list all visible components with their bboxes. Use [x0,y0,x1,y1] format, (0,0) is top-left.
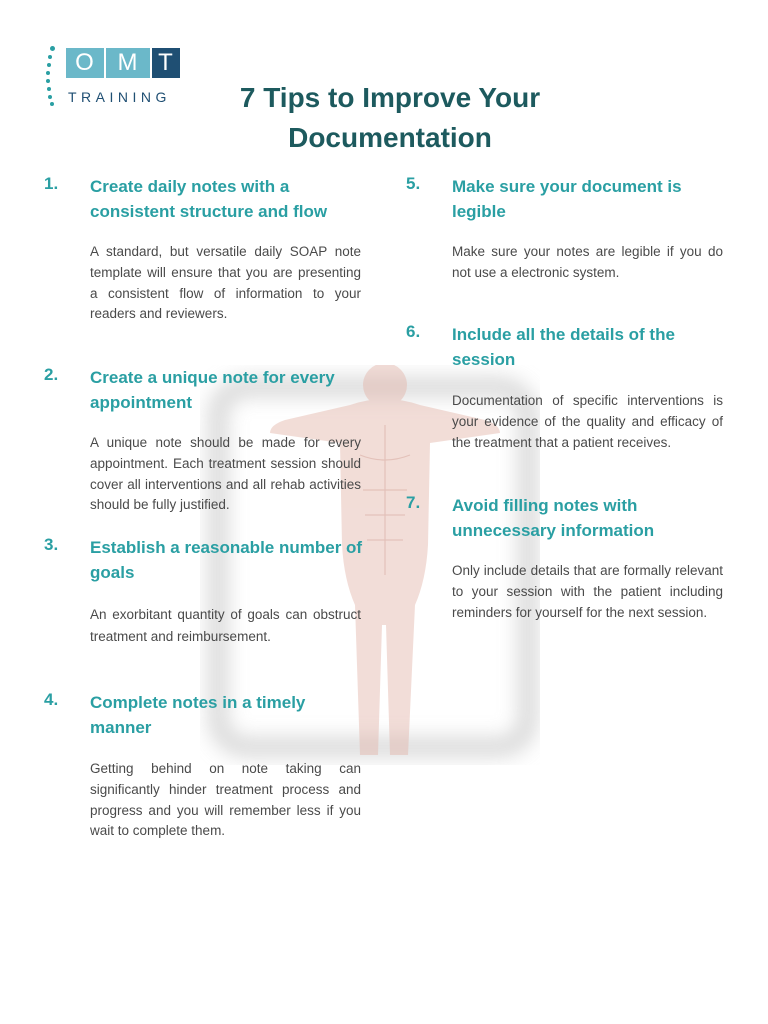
tip-body: Only include details that are formally relevant to your session with the patient including reminders for yourself for the next session. [452,563,723,620]
tip-heading: Make sure your document is legible [452,177,682,221]
tip-heading: Establish a reasonable number of goals [90,538,363,582]
tip-body: An exorbitant quantity of goals can obstruct treatment and reimbursement. [90,607,361,644]
tip-body: Documentation of specific interventions is your evidence of the quality and efficacy of the treatment that a patient receives. [452,393,723,450]
page-title-line-1: 7 Tips to Improve Your [239,82,541,113]
tip-heading: Create a unique note for every appointment [90,368,335,412]
page-title [200,78,580,158]
logo-letter-t: T [152,48,180,78]
logo-subtitle: TRAINING [68,89,171,105]
tip-body: A unique note should be made for every appointment. Each treatment session should cover all interventions and all rehab activities should be fully justified. [90,435,361,513]
logo-letter-o: O [66,48,104,78]
tip-number: 4. [44,690,59,709]
tip-heading: Include all the details of the session [452,325,675,369]
logo-letter-m: M [106,48,150,78]
tip-number: 1. [44,174,59,193]
omt-training-logo [44,44,184,110]
tip-number: 7. [406,493,421,512]
tip-number: 2. [44,365,59,384]
tip-body: A standard, but versatile daily SOAP note template will ensure that you are presenting a consistent flow of information to your readers and reviewers. [90,244,361,322]
tip-heading: Create daily notes with a consistent structure and flow [90,177,328,221]
tip-heading: Complete notes in a timely manner [90,693,306,737]
tip-body: Getting behind on note taking can significantly hinder treatment process and progress and you will remember less if you wait to complete them. [90,761,361,839]
tip-number: 5. [406,174,421,193]
tip-number: 6. [406,322,421,341]
logo-dots-icon [44,44,58,108]
tip-number: 3. [44,535,59,554]
tip-body: Make sure your notes are legible if you do not use a electronic system. [452,244,723,280]
tip-heading: Avoid filling notes with unnecessary information [452,496,655,540]
page-title-line-2: Documentation [288,122,492,153]
